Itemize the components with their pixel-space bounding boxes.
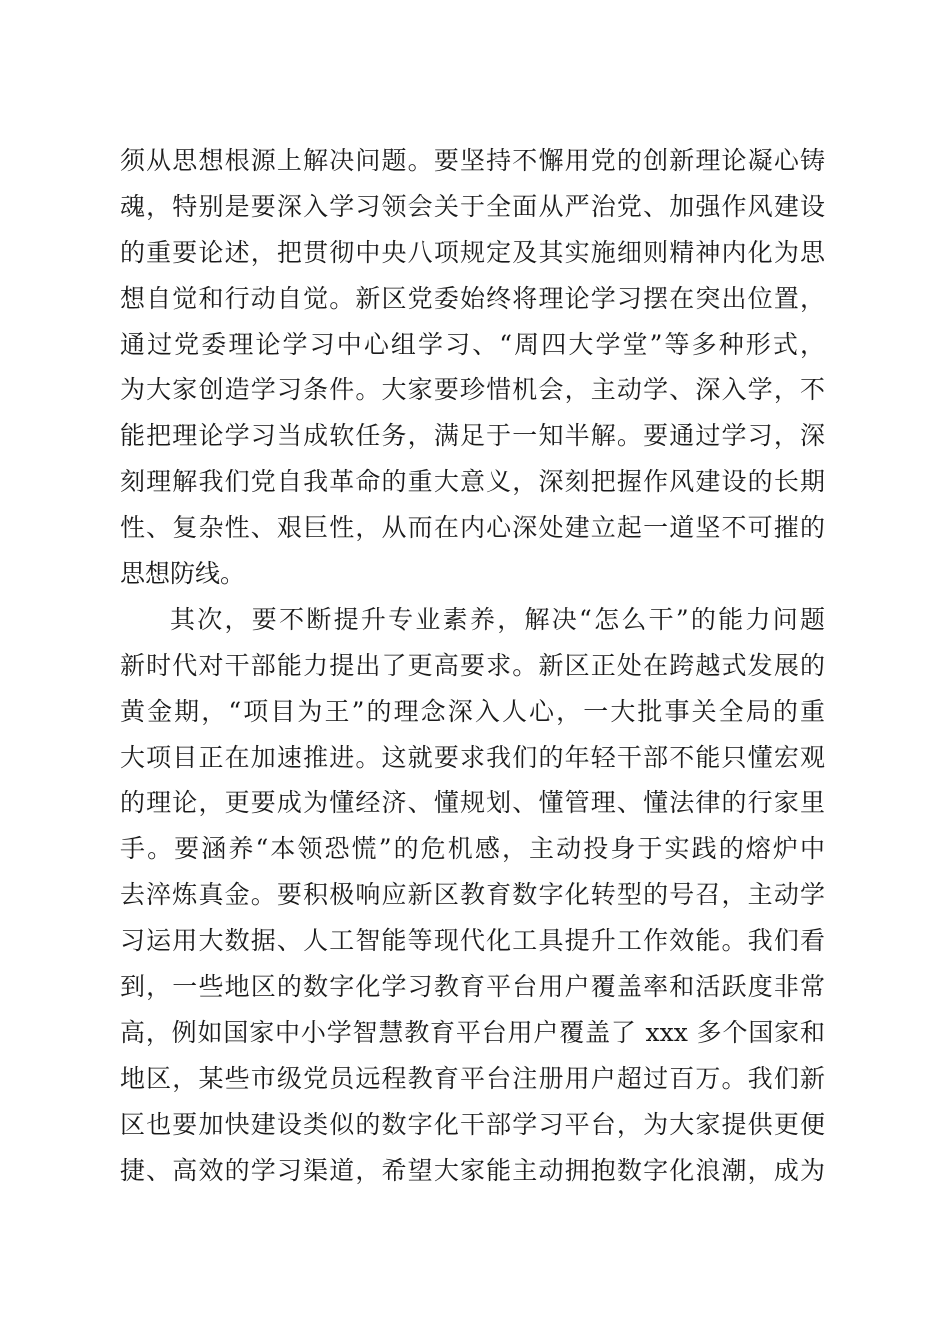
text-line: 到，一些地区的数字化学习教育平台用户覆盖率和活跃度非常 bbox=[120, 972, 825, 1002]
text-line: 魂，特别是要深入学习领会关于全面从严治党、加强作风建设 bbox=[120, 191, 825, 221]
text-line: 的重要论述，把贯彻中央八项规定及其实施细则精神内化为思 bbox=[120, 237, 825, 267]
text-line: 高，例如国家中小学智慧教育平台用户覆盖了 xxx 多个国家和 bbox=[120, 1017, 825, 1047]
text-line: 想自觉和行动自觉。新区党委始终将理论学习摆在突出位置， bbox=[120, 283, 825, 313]
text-line: 黄金期，“项目为王”的理念深入人心，一大批事关全局的重 bbox=[120, 696, 825, 726]
text-line: 捷、高效的学习渠道，希望大家能主动拥抱数字化浪潮，成为 bbox=[120, 1155, 825, 1185]
text-line: 思想防线。 bbox=[120, 559, 246, 589]
text-line: 地区，某些市级党员远程教育平台注册用户超过百万。我们新 bbox=[120, 1063, 825, 1093]
text-line: 刻理解我们党自我革命的重大意义，深刻把握作风建设的长期 bbox=[120, 467, 825, 497]
text-line: 去淬炼真金。要积极响应新区教育数字化转型的号召，主动学 bbox=[120, 880, 825, 910]
text-line: 大项目正在加速推进。这就要求我们的年轻干部不能只懂宏观 bbox=[120, 742, 825, 772]
text-line: 性、复杂性、艰巨性，从而在内心深处建立起一道坚不可摧的 bbox=[120, 513, 825, 543]
text-line: 须从思想根源上解决问题。要坚持不懈用党的创新理论凝心铸 bbox=[120, 146, 825, 175]
paragraph-2 bbox=[120, 597, 825, 1194]
text-line: 习运用大数据、人工智能等现代化工具提升工作效能。我们看 bbox=[120, 926, 825, 956]
text-line: 其次，要不断提升专业素养，解决“怎么干”的能力问题 bbox=[170, 604, 825, 634]
text-line: 的理论，更要成为懂经济、懂规划、懂管理、懂法律的行家里 bbox=[120, 788, 825, 818]
text-line: 手。要涵养“本领恐慌”的危机感，主动投身于实践的熔炉中 bbox=[120, 834, 825, 864]
text-line: 通过党委理论学习中心组学习、“周四大学堂”等多种形式， bbox=[120, 329, 825, 359]
text-line: 为大家创造学习条件。大家要珍惜机会，主动学、深入学，不 bbox=[120, 375, 825, 405]
text-line: 区也要加快建设类似的数字化干部学习平台，为大家提供更便 bbox=[120, 1109, 825, 1139]
paragraph-1 bbox=[120, 138, 825, 597]
text-line: 能把理论学习当成软任务，满足于一知半解。要通过学习，深 bbox=[120, 421, 825, 451]
body-text bbox=[120, 138, 825, 1193]
text-line: 新时代对干部能力提出了更高要求。新区正处在跨越式发展的 bbox=[120, 650, 825, 680]
